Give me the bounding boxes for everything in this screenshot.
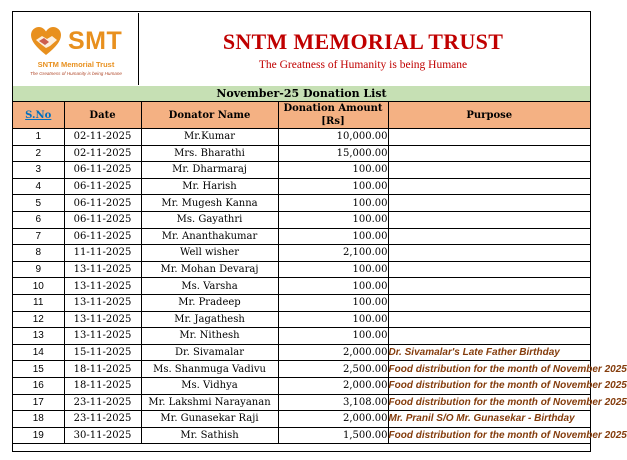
cell-purpose: Food distribution for the month of November 2025 (388, 394, 590, 411)
cell-date: 11-11-2025 (64, 245, 141, 262)
cell-donator-name: Mr. Harish (141, 178, 278, 195)
cell-date: 13-11-2025 (64, 311, 141, 328)
cell-amount: 100.00 (278, 278, 388, 295)
cell-date: 02-11-2025 (64, 145, 141, 162)
cell-donator-name: Mr. Ananthakumar (141, 228, 278, 245)
cell-donator-name: Mr. Sathish (141, 427, 278, 444)
cell-date: 06-11-2025 (64, 178, 141, 195)
cell-purpose: Mr. Pranil S/O Mr. Gunasekar - Birthday (388, 411, 590, 428)
cell-amount: 100.00 (278, 162, 388, 179)
cell-donator-name: Mr. Mugesh Kanna (141, 195, 278, 212)
cell-purpose (388, 129, 590, 146)
table-row (13, 162, 590, 179)
cell-amount: 100.00 (278, 311, 388, 328)
cell-date: 06-11-2025 (64, 162, 141, 179)
cell-amount: 100.00 (278, 195, 388, 212)
document-frame (12, 11, 627, 452)
cell-date: 30-11-2025 (64, 427, 141, 444)
cell-amount: 15,000.00 (278, 145, 388, 162)
table-row (13, 211, 590, 228)
list-title: November-25 Donation List (13, 86, 590, 102)
cell-amount: 2,000.00 (278, 411, 388, 428)
cell-purpose (388, 245, 590, 262)
cell-sno: 6 (13, 211, 64, 228)
cell-donator-name: Mr. Lakshmi Narayanan (141, 394, 278, 411)
cell-sno: 8 (13, 245, 64, 262)
cell-donator-name: Mr. Pradeep (141, 294, 278, 311)
table-row (13, 377, 590, 394)
cell-purpose: Food distribution for the month of November 2025 (388, 361, 590, 378)
table-row (13, 195, 590, 212)
cell-purpose (388, 294, 590, 311)
cell-purpose (388, 178, 590, 195)
header-donation-amount (278, 102, 388, 129)
cell-amount: 1,500.00 (278, 427, 388, 444)
table-row (13, 178, 590, 195)
logo-text: SMT (68, 27, 123, 55)
cell-sno: 4 (13, 178, 64, 195)
cell-amount: 2,000.00 (278, 377, 388, 394)
cell-sno: 17 (13, 394, 64, 411)
cell-sno: 13 (13, 328, 64, 345)
org-subtitle: The Greatness of Humanity is being Humane (258, 59, 468, 71)
cell-purpose (388, 195, 590, 212)
cell-sno: 18 (13, 411, 64, 428)
cell-date: 06-11-2025 (64, 195, 141, 212)
header-purpose: Purpose (388, 102, 590, 129)
cell-purpose: Food distribution for the month of November 2025 (388, 377, 590, 394)
table-row (13, 328, 590, 345)
cell-sno: 19 (13, 427, 64, 444)
cell-date: 18-11-2025 (64, 377, 141, 394)
cell-date: 23-11-2025 (64, 411, 141, 428)
cell-date: 06-11-2025 (64, 228, 141, 245)
table-row (13, 394, 590, 411)
donation-table (13, 86, 627, 444)
table-row (13, 344, 590, 361)
header-sno[interactable]: S.No (13, 102, 64, 129)
cell-sno: 14 (13, 344, 64, 361)
cell-amount: 100.00 (278, 178, 388, 195)
cell-donator-name: Ms. Gayathri (141, 211, 278, 228)
cell-donator-name: Mrs. Bharathi (141, 145, 278, 162)
cell-donator-name: Mr. Nithesh (141, 328, 278, 345)
table-row (13, 278, 590, 295)
cell-donator-name: Ms. Shanmuga Vadivu (141, 361, 278, 378)
cell-donator-name: Mr.Kumar (141, 129, 278, 146)
cell-sno: 12 (13, 311, 64, 328)
cell-purpose (388, 162, 590, 179)
cell-date: 13-11-2025 (64, 261, 141, 278)
cell-sno: 7 (13, 228, 64, 245)
cell-donator-name: Well wisher (141, 245, 278, 262)
cell-purpose (388, 311, 590, 328)
cell-amount: 100.00 (278, 211, 388, 228)
cell-donator-name: Mr. Mohan Devaraj (141, 261, 278, 278)
cell-purpose (388, 228, 590, 245)
cell-date: 02-11-2025 (64, 129, 141, 146)
logo (14, 13, 139, 85)
cell-sno: 10 (13, 278, 64, 295)
cell-purpose (388, 211, 590, 228)
cell-purpose: Food distribution for the month of November 2025 (388, 427, 590, 444)
cell-amount: 100.00 (278, 328, 388, 345)
cell-sno: 5 (13, 195, 64, 212)
cell-amount: 100.00 (278, 294, 388, 311)
cell-date: 23-11-2025 (64, 394, 141, 411)
logo-tagline: The Greatness of Humanity is being Humane (30, 71, 122, 76)
cell-donator-name: Mr. Jagathesh (141, 311, 278, 328)
table-row (13, 129, 590, 146)
document-header (13, 12, 590, 87)
table-row (13, 311, 590, 328)
cell-donator-name: Mr. Dharmaraj (141, 162, 278, 179)
header-donator-name: Donator Name (141, 102, 278, 129)
logo-name: SNTM Memorial Trust (37, 60, 115, 69)
cell-sno: 15 (13, 361, 64, 378)
cell-amount: 2,000.00 (278, 344, 388, 361)
cell-donator-name: Ms. Varsha (141, 278, 278, 295)
cell-date: 15-11-2025 (64, 344, 141, 361)
cell-date: 06-11-2025 (64, 211, 141, 228)
cell-amount: 2,500.00 (278, 361, 388, 378)
cell-purpose (388, 278, 590, 295)
cell-sno: 3 (13, 162, 64, 179)
table-row (13, 427, 590, 444)
cell-date: 13-11-2025 (64, 294, 141, 311)
table-row (13, 411, 590, 428)
table-row (13, 294, 590, 311)
cell-sno: 9 (13, 261, 64, 278)
cell-purpose (388, 145, 590, 162)
cell-sno: 11 (13, 294, 64, 311)
table-row (13, 245, 590, 262)
cell-donator-name: Mr. Gunasekar Raji (141, 411, 278, 428)
header-amount-line2: [Rs] (321, 116, 345, 127)
cell-sno: 2 (13, 145, 64, 162)
cell-amount: 3,108.00 (278, 394, 388, 411)
table-header-row (13, 102, 590, 129)
cell-purpose (388, 261, 590, 278)
handshake-heart-icon (30, 26, 62, 58)
cell-purpose (388, 328, 590, 345)
table-row (13, 145, 590, 162)
cell-amount: 2,100.00 (278, 245, 388, 262)
cell-sno: 1 (13, 129, 64, 146)
cell-purpose: Dr. Sivamalar's Late Father Birthday (388, 344, 590, 361)
cell-donator-name: Dr. Sivamalar (141, 344, 278, 361)
cell-sno: 16 (13, 377, 64, 394)
table-row (13, 228, 590, 245)
cell-date: 13-11-2025 (64, 328, 141, 345)
table-row (13, 361, 590, 378)
table-row (13, 261, 590, 278)
cell-amount: 10,000.00 (278, 129, 388, 146)
header-amount-line1: Donation Amount (283, 103, 383, 114)
header-date: Date (64, 102, 141, 129)
cell-date: 18-11-2025 (64, 361, 141, 378)
org-title: SNTM MEMORIAL TRUST (222, 29, 504, 54)
cell-date: 13-11-2025 (64, 278, 141, 295)
cell-donator-name: Ms. Vidhya (141, 377, 278, 394)
cell-amount: 100.00 (278, 261, 388, 278)
cell-amount: 100.00 (278, 228, 388, 245)
